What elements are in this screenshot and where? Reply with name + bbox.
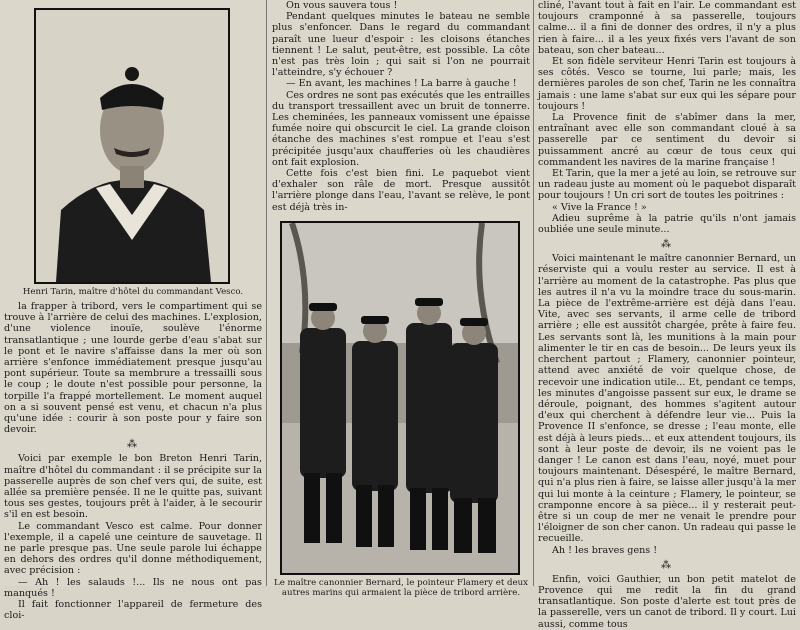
sailor-portrait-illustration <box>36 10 228 282</box>
column-3 <box>538 0 796 630</box>
column-1 <box>4 0 262 621</box>
group-photo <box>280 221 520 575</box>
paragraph: Ah ! les braves gens ! <box>552 544 658 556</box>
section-separator: ⁂ <box>661 559 673 571</box>
paragraph: cliné, l'avant tout à fait en l'air. Le commandant est toujours cramponné à sa passerelle, toujours calme... il a fini de donner des ordres, il n'y a plus rien à faire... il a les yeux fixés vers l'avant de son bateau, son cher bateau... <box>538 0 796 56</box>
portrait-caption: Henri Tarin, maître d'hôtel du commandant Vesco. <box>22 287 244 297</box>
paragraph: la frapper à tribord, vers le compartiment qui se trouve à l'arrière de celui des machines. L'explosion, d'une violence inouïe, soulève l'énorme transatlantique ; une lourde gerbe d'eau s'abat sur le pont et le navire s'affaisse dans la mer où son arrière s'enfonce immédiatement presque jusqu'au pont supérieur. Toute sa membrure a tressailli sous le coup ; le doute n'est possible pour personne, la torpille l'a frappé mortellement. Le moment auquel on a si souvent pensé est venu, et chacun n'a plus qu'une idée : courir à son poste pour y faire son devoir. <box>4 301 262 436</box>
column-rule <box>266 0 267 586</box>
paragraph: On vous sauvera tous ! <box>286 0 398 11</box>
section-separator: ⁂ <box>127 439 139 451</box>
section-separator: ⁂ <box>661 239 673 251</box>
paragraph: Et Tarin, que la mer a jeté au loin, se retrouve sur un radeau juste au moment où le paquebot disparaît pour toujours ! Un cri sort de toutes les poitrines : <box>538 168 796 202</box>
paragraph: Cette fois c'est bien fini. Le paquebot vient d'exhaler son râle de mort. Presque aussitôt l'arrière plonge dans l'eau, l'avant se relève, le pont est déjà très in- <box>272 168 530 213</box>
paragraph: — En avant, les machines ! La barre à gauche ! <box>286 78 517 90</box>
paragraph: Enfin, voici Gauthier, un bon petit matelot de Provence qui me redit la fin du grand transatlantique. Son poste d'alerte est tout près de la passerelle, vers un canot de tribord. Il y court. Lui aussi, comme tous <box>538 573 796 630</box>
column-rule <box>533 0 534 586</box>
paragraph: Voici par exemple le bon Breton Henri Tarin, maître d'hôtel du commandant : il se précipite sur la passerelle auprès de son chef vers qui, de suite, est allée sa première pensée. Il ne le quitte pas, suivant tous ses gestes, toujours prêt à l'aider, à le secourir s'il en est besoin. <box>4 453 262 521</box>
paragraph: Pendant quelques minutes le bateau ne semble plus s'enfoncer. Dans le regard du commandant paraît une lueur d'espoir : les cloisons étanches tiennent ! Le salut, peut-être, est possible. La côte n'est pas très loin ; qui sait si l'on ne pourrait l'atteindre, s'y échouer ? <box>272 11 530 79</box>
paragraph: La Provence finit de s'abîmer dans la mer, entraînant avec elle son commandant cloué à sa passerelle par ce sentiment du devoir si puissamment ancré au cœur de tous ceux qui commandent les navires de la marine française ! <box>538 112 796 168</box>
column-2 <box>272 0 530 602</box>
portrait-photo <box>34 8 230 284</box>
paragraph: Il fait fonctionner l'appareil de fermeture des cloi- <box>4 599 262 622</box>
sailors-group-illustration <box>282 223 518 573</box>
paragraph: « Vive la France ! » <box>552 201 647 213</box>
paragraph: Ces ordres ne sont pas exécutés que les entrailles du transport tressaillent avec un bruit de tonnerre. Les cheminées, les panneaux vomissent une épaisse fumée noire qui obscurcit le ciel. La grande cloison étanche des machines s'est rompue et l'eau s'est précipitée jusqu'aux chaufferies où les chaudières ont fait explosion. <box>272 89 530 168</box>
paragraph: — Ah ! les salauds !... Ils ne nous ont pas manqués ! <box>4 576 262 599</box>
paragraph: Le commandant Vesco est calme. Pour donner l'exemple, il a capelé une ceinture de sauvetage. Il ne parle presque pas. Une seule parole lui échappe en dehors des ordres qu'il donne méthodiquement, avec précision : <box>4 520 262 577</box>
paragraph: Voici maintenant le maître canonnier Bernard, un réserviste qui a voulu rester au service. Il est à l'arrière au moment de la catastrophe. Pas plus que les autres il n'a vu la moindre trace du sous-marin. La pièce de l'extrême-arrière est déjà dans l'eau. Vite, avec ses servants, il arme celle de tribord arrière ; elle est aussitôt chargée, prête à faire feu. Les servants sont là, les munitions à la main pour alimenter le tir en cas de besoin... De leurs yeux ils cherchent partout ; Flamery, canonnier pointeur, attend avec anxiété de voir quelque chose, de recevoir une indication utile... Et, pendant ce temps, les minutes d'angoisse passent sur eux, le drame se déroule, poignant, des hommes s'agitent autour d'eux qui cherchent à défendre leur vie... Puis la Provence II s'enfonce, se dresse ; l'eau monte, elle est déjà à leurs pieds... et eux attendent toujours, ils sont à leur poste de devoir, ils ne voient pas le danger ! Le canon est dans l'eau, noyé, muet pour toujours maintenant. Désespéré, le maître Bernard, qui n'a plus rien à faire, se laisse aller jusqu'à la mer qui lui monte à la ceinture ; Flamery, le pointeur, se cramponne encore à sa pièce... il y resterait peut-être si un coup de mer ne venait le prendre pour l'éloigner de son cher canon. Un radeau qui passe le recueille. <box>538 253 796 545</box>
paragraph: Et son fidèle serviteur Henri Tarin est toujours à ses côtés. Vesco se tourne, lui parle; mais, les dernières paroles de son chef, Tarin ne les connaîtra jamais : une lame s'abat sur eux qui les sépare pour toujours ! <box>538 56 796 112</box>
group-photo-caption: Le maître canonnier Bernard, le pointeur Flamery et deux autres marins qui armaient la pièce de tribord arrière. <box>274 577 528 598</box>
paragraph: Adieu suprême à la patrie qu'ils n'ont jamais oubliée une seule minute... <box>538 212 796 236</box>
